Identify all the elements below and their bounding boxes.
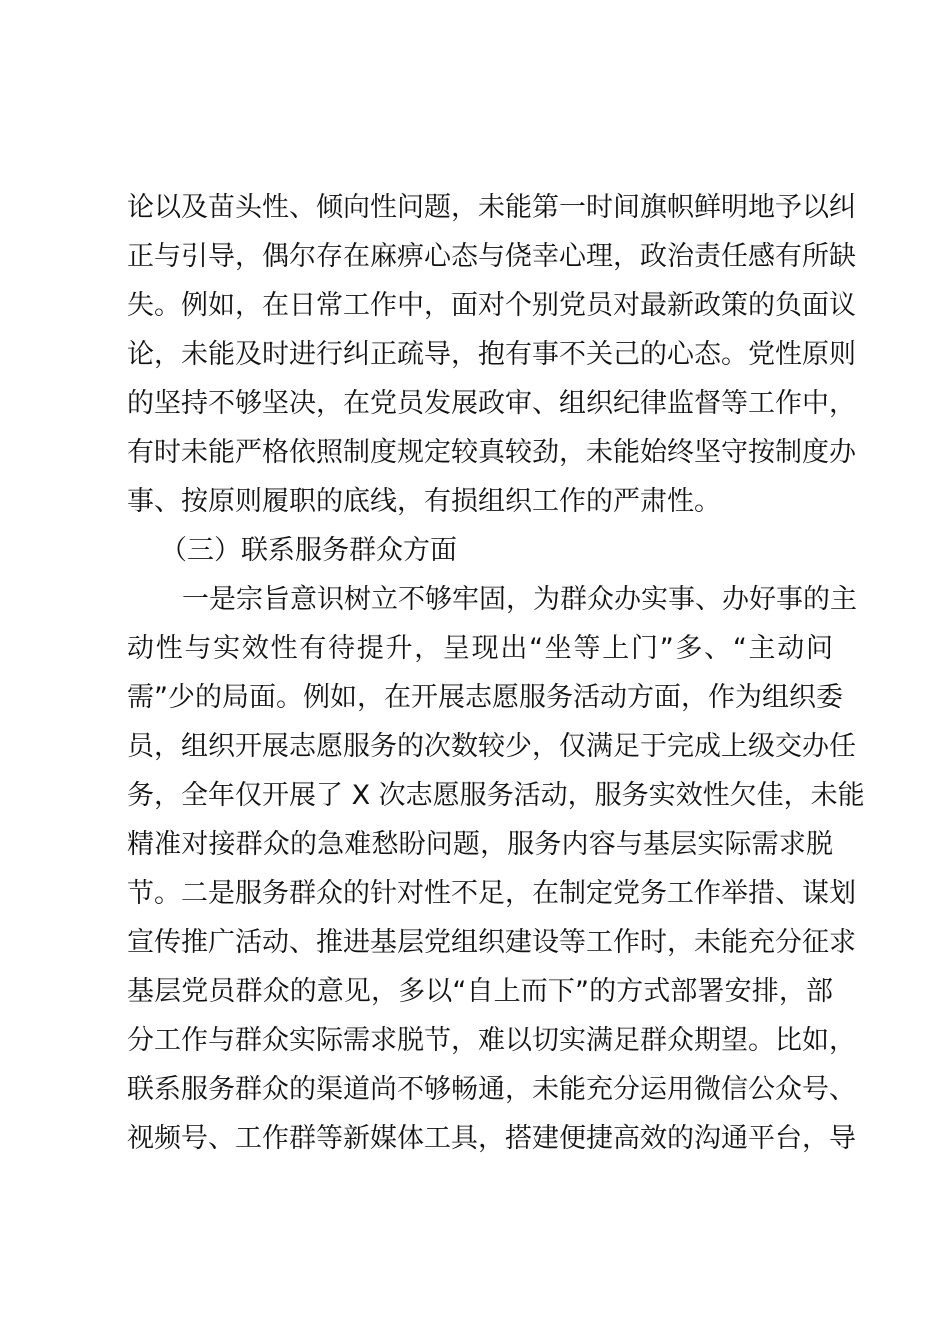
- paragraph-line: 论以及苗头性、倾向性问题，未能第一时间旗帜鲜明地予以纠: [127, 192, 856, 223]
- paragraph-line: 基层党员群众的意见，多以“自上而下”的方式部署安排，部: [127, 976, 833, 1007]
- paragraph-line: 的坚持不够坚决，在党员发展政审、组织纪律监督等工作中，: [127, 388, 856, 419]
- paragraph-line: 联系服务群众的渠道尚不够畅通，未能充分运用微信公众号、: [127, 1074, 856, 1105]
- paragraph-line: 宣传推广活动、推进基层党组织建设等工作时，未能充分征求: [127, 927, 856, 958]
- paragraph-line: 动性与实效性有待提升，呈现出“坐等上门”多、“主动问: [127, 633, 833, 664]
- paragraph-line: 分工作与群众实际需求脱节，难以切实满足群众期望。比如，: [127, 1025, 856, 1056]
- paragraph-line: 节。二是服务群众的针对性不足，在制定党务工作举措、谋划: [127, 878, 856, 909]
- section-heading: （三）联系服务群众方面: [160, 535, 457, 566]
- paragraph-line: 有时未能严格依照制度规定较真较劲，未能始终坚守按制度办: [127, 437, 856, 468]
- paragraph-line: 视频号、工作群等新媒体工具，搭建便捷高效的沟通平台，导: [127, 1123, 856, 1154]
- paragraph-line: 论，未能及时进行纠正疏导，抱有事不关己的心态。党性原则: [127, 339, 856, 370]
- paragraph-line: 事、按原则履职的底线，有损组织工作的严肃性。: [127, 486, 721, 517]
- paragraph-line: 失。例如，在日常工作中，面对个别党员对最新政策的负面议: [127, 290, 856, 321]
- paragraph-line: 正与引导，偶尔存在麻痹心态与侥幸心理，政治责任感有所缺: [127, 241, 856, 272]
- paragraph-line: 精准对接群众的急难愁盼问题，服务内容与基层实际需求脱: [127, 829, 833, 860]
- paragraph-line: 务，全年仅开展了 X 次志愿服务活动，服务实效性欠佳，未能: [127, 780, 865, 811]
- paragraph-line: 需”少的局面。例如，在开展志愿服务活动方面，作为组织委: [127, 682, 843, 713]
- paragraph-line: 员，组织开展志愿服务的次数较少，仅满足于完成上级交办任: [127, 731, 856, 762]
- paragraph-line: 一是宗旨意识树立不够牢固，为群众办实事、办好事的主: [182, 584, 857, 615]
